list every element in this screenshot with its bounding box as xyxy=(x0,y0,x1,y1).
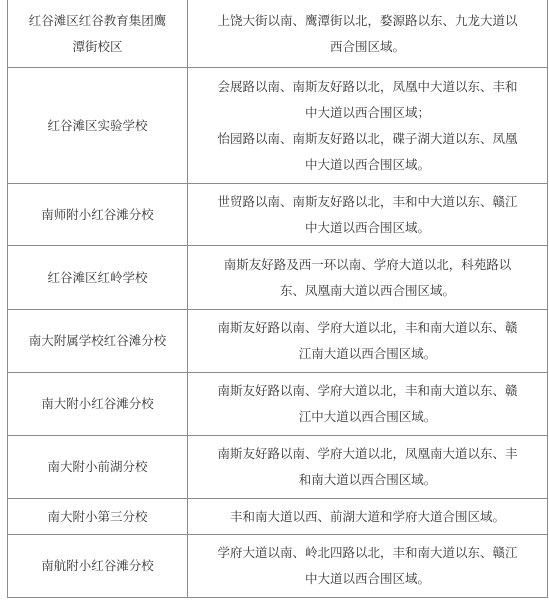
table-row xyxy=(7,498,548,534)
table-row xyxy=(7,245,548,309)
school-name-cell: 南大附小前湖分校 xyxy=(47,459,148,474)
enrollment-area-cell: 学府大道以南、岭北四路以北，丰和南大道以东、赣江 中大道以西合围区域。 xyxy=(217,545,518,586)
school-name-cell: 红谷滩区红谷教育集团鹰 潭街校区 xyxy=(28,12,167,54)
school-name-cell: 南师附小红谷滩分校 xyxy=(41,206,154,222)
table-row xyxy=(7,309,548,372)
table-row xyxy=(7,534,548,598)
enrollment-area-cell: 南斯友好路以南、学府大道以北，丰和南大道以东、赣 江中大道以西合围区域。 xyxy=(217,383,518,424)
school-name-cell: 南航附小红谷滩分校 xyxy=(41,558,154,573)
school-name-cell: 南大附小第三分校 xyxy=(47,508,148,524)
enrollment-area-cell: 世贸路以南、南斯友好路以北，丰和中大道以东、赣江 中大道以西合围区域。 xyxy=(217,193,518,235)
table-row xyxy=(7,67,548,183)
school-name-cell: 红谷滩区红岭学校 xyxy=(47,269,148,285)
enrollment-area-cell: 会展路以南、南斯友好路以北，凤凰中大道以东、丰和 中大道以西合围区域； 怡园路以南、南斯友好路以北，碟子湖大道以东、凤凰 中大道以西合围区域。 xyxy=(217,78,518,172)
enrollment-area-cell: 南斯友好路以南、学府大道以北，丰和南大道以东、赣 江南大道以西合围区域。 xyxy=(217,320,518,361)
enrollment-area-cell: 南斯友好路以南、学府大道以北，凤凰南大道以东、丰 和南大道以西合围区域。 xyxy=(217,446,518,487)
table-row xyxy=(7,435,548,498)
table-row xyxy=(7,183,548,245)
school-name-cell: 红谷滩区实验学校 xyxy=(47,117,148,133)
school-name-cell: 南大附属学校红谷滩分校 xyxy=(28,333,167,348)
school-name-cell: 南大附小红谷滩分校 xyxy=(41,396,154,411)
school-district-table xyxy=(7,0,548,600)
table-row xyxy=(7,372,548,435)
enrollment-area-cell: 上饶大街以南、鹰潭街以北，婺源路以东、九龙大道以 西合围区域。 xyxy=(217,12,518,54)
table-row xyxy=(7,0,548,67)
enrollment-area-cell: 丰和南大道以西、前湖大道和学府大道合围区域。 xyxy=(229,508,505,524)
enrollment-area-cell: 南斯友好路及西一环以南、学府大道以北，科苑路以 东、凤凰南大道以西合围区域。 xyxy=(223,256,512,298)
